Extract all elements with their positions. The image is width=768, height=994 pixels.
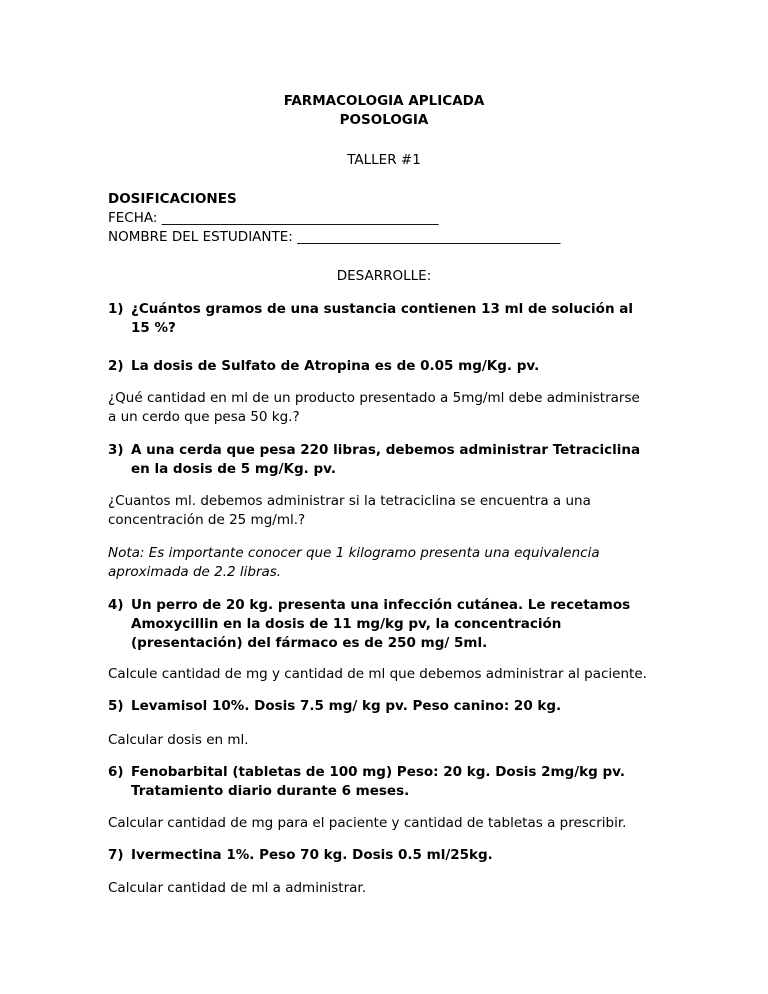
question-line: Amoxycillin en la dosis de 11 mg/kg pv, la concentración — [131, 616, 562, 632]
section-title: DOSIFICACIONES — [108, 191, 237, 207]
nombre-field — [108, 228, 560, 247]
question-2 — [108, 357, 668, 376]
question-5 — [108, 697, 668, 716]
question-line: A una cerda que pesa 220 libras, debemos administrar Tetraciclina — [131, 442, 641, 458]
question-7-detail-line: Calcular cantidad de ml a administrar. — [108, 880, 367, 896]
question-6 — [108, 763, 668, 801]
question-number: 5) — [108, 698, 124, 714]
question-7 — [108, 846, 668, 865]
question-3-note-line: aproximada de 2.2 libras. — [108, 564, 282, 580]
question-5-detail-line: Calcular dosis en ml. — [108, 732, 249, 748]
question-4-detail-line: Calcule cantidad de mg y cantidad de ml que debemos administrar al paciente. — [108, 666, 647, 682]
question-line: en la dosis de 5 mg/Kg. pv. — [131, 461, 336, 477]
question-line: Tratamiento diario durante 6 meses. — [131, 783, 410, 799]
question-2-detail-line: a un cerdo que pesa 50 kg.? — [108, 409, 300, 425]
desarrolle-label: DESARROLLE: — [336, 268, 432, 284]
nombre-label: NOMBRE DEL ESTUDIANTE: — [108, 229, 293, 245]
question-4 — [108, 596, 668, 653]
question-2-detail-line: ¿Qué cantidad en ml de un producto presentado a 5mg/ml debe administrarse — [108, 390, 640, 406]
question-line: 15 %? — [131, 320, 176, 336]
question-line: (presentación) del fármaco es de 250 mg/ 5ml. — [131, 635, 488, 651]
taller-label: TALLER #1 — [347, 152, 421, 168]
question-number: 3) — [108, 442, 124, 458]
question-line: ¿Cuántos gramos de una sustancia contienen 13 ml de solución al — [131, 301, 633, 317]
question-6-detail-line: Calcular cantidad de mg para el paciente y cantidad de tabletas a prescribir. — [108, 815, 627, 831]
document-subtitle: POSOLOGIA — [339, 112, 429, 128]
question-line: Fenobarbital (tabletas de 100 mg) Peso: 20 kg. Dosis 2mg/kg pv. — [131, 764, 625, 780]
nombre-blank-line: _______________________________________ — [297, 229, 561, 245]
question-line: La dosis de Sulfato de Atropina es de 0.05 mg/Kg. pv. — [131, 358, 540, 374]
question-number: 4) — [108, 597, 124, 613]
question-line: Levamisol 10%. Dosis 7.5 mg/ kg pv. Peso canino: 20 kg. — [131, 698, 562, 714]
question-number: 7) — [108, 847, 124, 863]
document-title: FARMACOLOGIA APLICADA — [283, 93, 485, 109]
fecha-label: FECHA: — [108, 210, 158, 226]
question-number: 2) — [108, 358, 124, 374]
question-1 — [108, 300, 668, 338]
fecha-field — [108, 209, 438, 228]
fecha-blank-line: _________________________________________ — [161, 210, 439, 226]
question-3 — [108, 441, 668, 479]
question-number: 6) — [108, 764, 124, 780]
question-3-note-line: Nota: Es importante conocer que 1 kilogramo presenta una equivalencia — [108, 545, 600, 561]
question-number: 1) — [108, 301, 124, 317]
question-3-detail-line: ¿Cuantos ml. debemos administrar si la tetraciclina se encuentra a una — [108, 493, 591, 509]
question-3-detail-line: concentración de 25 mg/ml.? — [108, 512, 306, 528]
question-line: Ivermectina 1%. Peso 70 kg. Dosis 0.5 ml/25kg. — [131, 847, 493, 863]
question-line: Un perro de 20 kg. presenta una infección cutánea. Le recetamos — [131, 597, 631, 613]
